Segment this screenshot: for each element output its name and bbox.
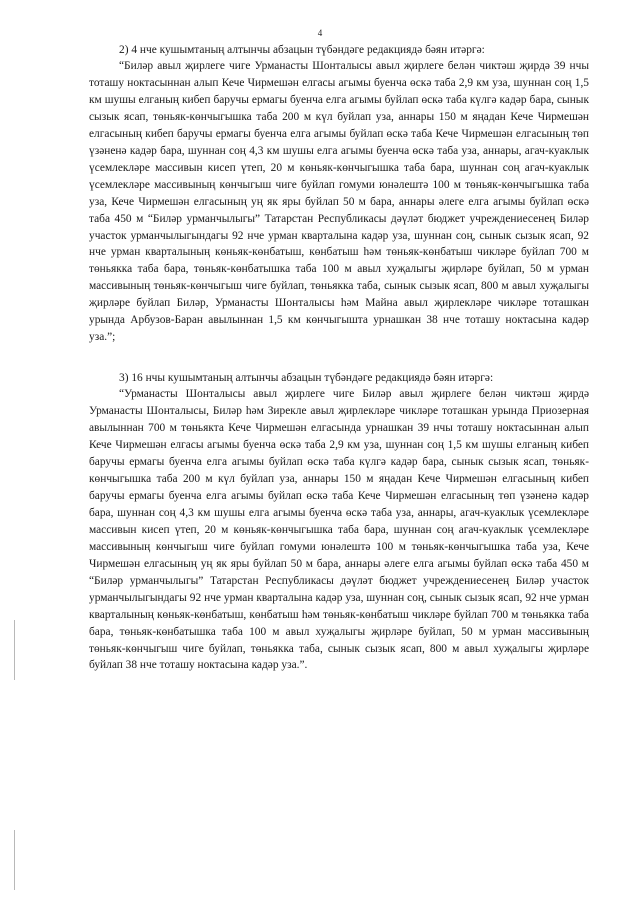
amendment-section-2 [89,42,589,346]
scan-edge-mark-top [14,620,15,680]
scan-edge-mark-bottom [14,830,15,890]
document-body [89,40,589,674]
amendment-text: “Урманасты Шонталысы авыл җирлеге чиге Биләр авыл җирлеге белән чиктәш җирдә Урманасты Шонталысы, Биләр һәм Зирекле авыл җирлекләре чикләре тоташкан урында Приозерная авылыннан 700 м төньякта Кече Чирмешән елгасында урнашкан 39 нчы тоташу ноктасыннан алып Кече Чирмешән елгасы агымы буенча өскә таба 2,9 км уза, шуннан соң 1,5 км шушы елганың кибеп баручы ермагы буенча елга агымы буйлап өскә таба күлгә кадәр бара, сынык сызык ясап, төньяк-көнчыгышка таба 200 м күл буйлап уза, аннары 150 м яңадан Кече Чирмешән елгасының кибеп баручы ермагы буенча елга агымы буйлап өскә таба Кече Чирмешән елгасының төп үзәненә кадәр бара, шуннан соң 4,3 км шушы елга агымы буенча өскә таба уза, аннары, агач-куаклык үсемлекләре массивын кисеп үтеп, 20 м көньяк-көнчыгышка таба бара, шуннан соң агач-куаклык үсемлекләре массивының көнчыгыш чиге буйлап гомуми юнәлештә 100 м төньяк-көнчыгышка таба уза, Кече Чирмешән елгасының уң як яры буйлап 50 м бара, аннары әлеге елга агымы буйлап өскә таба 450 м “Биләр урманчылыгы” Татарстан Республикасы дәүләт бюджет учреждениесенең Биләр участок урманчылыгындагы 92 нче урман кварталына кадәр уза, шуннан соң, сынык сызык ясап, 92 нче урман кварталының көньяк-көнбатыш, көнбатыш һәм төньяк-көнбатыш чикләре буйлап 700 м төньякка таба бара, төньяк-көнбатышка таба 100 м авыл хуҗалыгы җирләре буйлап, 50 м урман массивының төньяк-көнчыгыш чиге буйлап, төньякка таба, сынык сызык ясап, 800 м авыл хуҗалыгы җирләре буйлап 38 нче тоташу ноктасына кадәр уза.”. [89,388,589,672]
amendment-text: “Биләр авыл җирлеге чиге Урманасты Шонталысы авыл җирлеге белән чиктәш җирдә 39 нчы тоташу ноктасыннан алып Кече Чирмешән елгасы агымы буенча өскә таба 2,9 км уза, шуннан соң 1,5 км шушы елганың кибеп баручы ермагы буенча елга агымы буйлап өскә таба күлгә кадәр бара, сынык сызык ясап, төньяк-көнчыгышка таба 200 м күл буйлап уза, аннары 150 м яңадан Кече Чирмешән елгасының кибеп баручы ермагы буенча елга агымы буйлап өскә таба Кече Чирмешән елгасының төп үзәненә кадәр бара, шуннан соң 4,3 км шушы елга агымы буенча өскә таба уза, аннары, агач-куаклык үсемлекләре массивын кисеп үтеп, 20 м көньяк-көнчыгышка таба бара, шуннан соң агач-куаклык үсемлекләре массивының көнчыгыш чиге буйлап гомуми юнәлештә 100 м төньяк-көнчыгышка таба уза, Кече Чирмешән елгасының уң як яры буйлап 50 м бара, аннары әлеге елга агымы буйлап өскә таба 450 м “Биләр урманчылыгы” Татарстан Республикасы дәүләт бюджет учреждениесенең Биләр участок урманчылыгындагы 92 нче урман кварталына кадәр уза, шуннан соң, сынык сызык ясап, 92 нче урман кварталының көньяк-көнбатыш, көнбатыш һәм төньяк-көнбатыш чикләре буйлап 700 м төньякка таба бара, төньяк-көнбатышка таба 100 м авыл хуҗалыгы җирләре буйлап, 50 м урман массивының төньяк-көнчыгыш чиге буйлап, төньякка таба, сынык сызык ясап, 800 м авыл хуҗалыгы җирләре буйлап Биләр, Урманасты Шонталысы һәм Майна авыл җирлекләре чикләре тоташкан урында Арбузов-Баран авылыннан 1,5 км көнчыгышта урнашкан 38 нче тоташу ноктасына кадәр уза.”; [89,60,589,344]
amendment-section-3 [89,370,589,674]
amendment-heading: 2) 4 нче кушымтаның алтынчы абзацын түбәндәге редакциядә бәян итәргә: [119,44,485,56]
page-number: 4 [317,28,323,38]
amendment-heading: 3) 16 нчы кушымтаның алтынчы абзацын түбәндәге редакциядә бәян итәргә: [119,372,494,385]
